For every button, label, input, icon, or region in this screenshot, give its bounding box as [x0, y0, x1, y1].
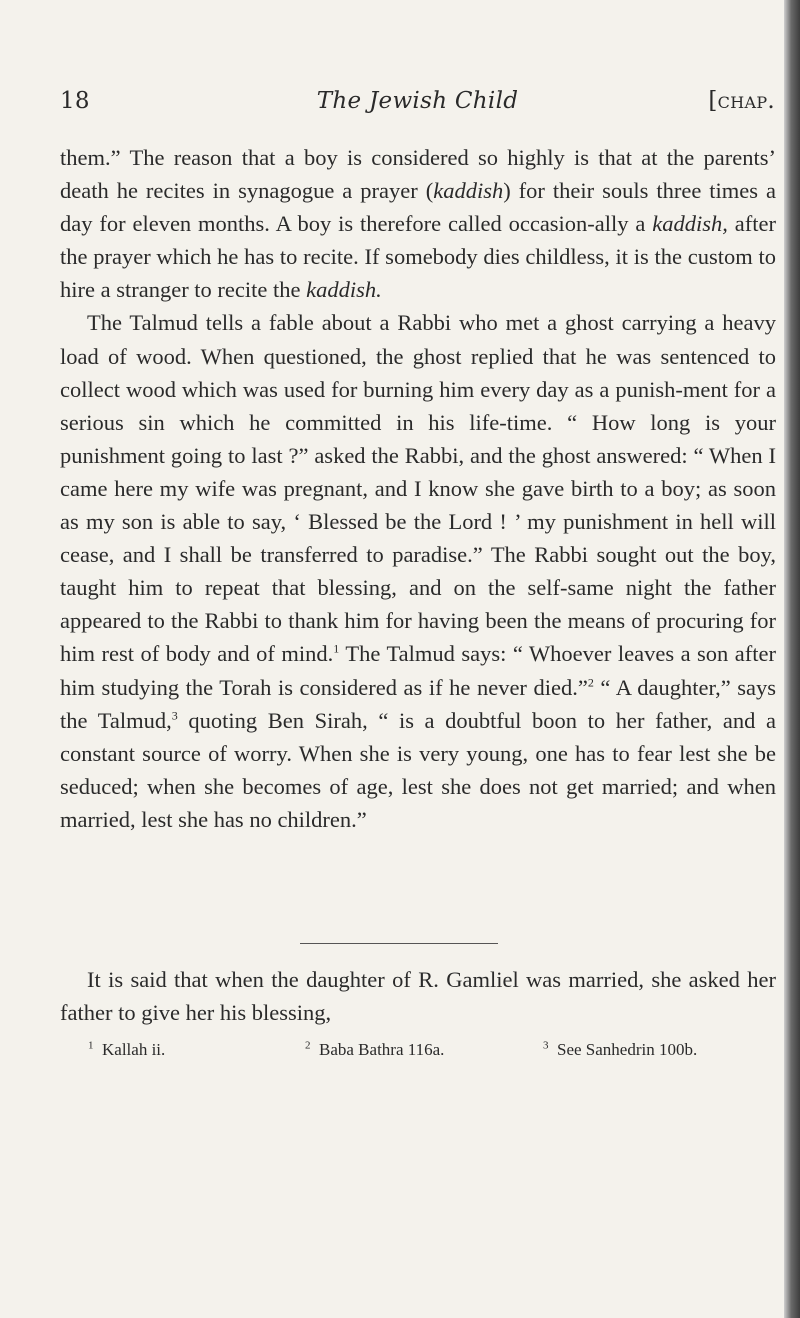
- running-title: The Jewish Child: [316, 88, 519, 114]
- p1-italic-kaddish-2: kaddish,: [652, 211, 728, 237]
- footnote-3-text: See Sanhedrin 100b.: [557, 1040, 698, 1059]
- paragraph-2: [60, 306, 776, 836]
- footnote-2-text: Baba Bathra 116a.: [319, 1040, 445, 1059]
- footnote-1-text: Kallah ii.: [102, 1040, 166, 1059]
- p2-text-2: The Talmud says: “ Whoever leaves a son after him studying the Torah is considered as if he never died.”: [60, 641, 777, 700]
- following-text: [60, 963, 776, 1029]
- chapter-label: [chap.: [708, 88, 775, 114]
- footnote-ref-1: 1: [333, 641, 340, 656]
- p2-text-3: “ A daughter,” says the Talmud,: [60, 674, 777, 733]
- footnote-2-number: 2: [305, 1039, 311, 1052]
- footnote-ref-3: 3: [171, 708, 178, 723]
- p1-text-2: ) for their souls three times a day for eleven months. A boy is therefore called occasion-ally a: [60, 178, 776, 237]
- footnote-1-number: 1: [88, 1039, 94, 1052]
- footnote-ref-2: 2: [587, 675, 594, 689]
- main-text: [60, 141, 776, 836]
- p2-text-1: The Talmud tells a fable about a Rabbi who met a ghost carrying a heavy load of wood. When questioned, the ghost replied that he was sentenced to collect wood which was used for burning him every day as a punish-ment for a serious sin which he committed in his life-time. “ How long is your punishment going to last ?” asked the Rabbi, and the ghost answered: “ When I came here my wife was pregnant, and I know she gave birth to a boy; as soon as my son is able to say, ‘ Blessed be the Lord ! ’ my punishment in hell will cease, and I shall be transferred to paradise.” The Rabbi sought out the boy, taught him to repeat that blessing, and on the self-same night the father appeared to the Rabbi to thank him for having been the means of procuring for him rest of body and of mind.: [60, 310, 776, 667]
- p1-text-3: after the prayer which he has to recite. If somebody dies childless, it is the custom to hire a stranger to recite the: [60, 211, 776, 303]
- p1-italic-kaddish-3: kaddish.: [306, 277, 382, 303]
- page-edge-shadow: [784, 0, 800, 1318]
- p2-text-4: quoting Ben Sirah, “ is a doubtful boon to her father, and a constant source of worry. When she is very young, one has to fear lest she be seduced; when she becomes of age, lest she does not get married; and when married, lest she has no children.”: [60, 707, 777, 832]
- paragraph-1: [60, 141, 776, 306]
- footnote-3-number: 3: [543, 1039, 549, 1052]
- page-header: [60, 88, 775, 122]
- p1-italic-kaddish-1: kaddish: [433, 178, 504, 204]
- section-divider: [300, 943, 498, 944]
- paragraph-3: It is said that when the daughter of R. Gamliel was married, she asked her father to give her his blessing,: [60, 967, 776, 1026]
- footnotes: [60, 1040, 776, 1068]
- footnote-1: [88, 1040, 165, 1060]
- footnote-2: [305, 1040, 444, 1060]
- page-number: 18: [60, 88, 90, 114]
- footnote-3: [543, 1040, 697, 1060]
- p1-text-1: them.” The reason that a boy is considered so highly is that at the parents’ death he recites in synagogue a prayer (: [60, 145, 776, 204]
